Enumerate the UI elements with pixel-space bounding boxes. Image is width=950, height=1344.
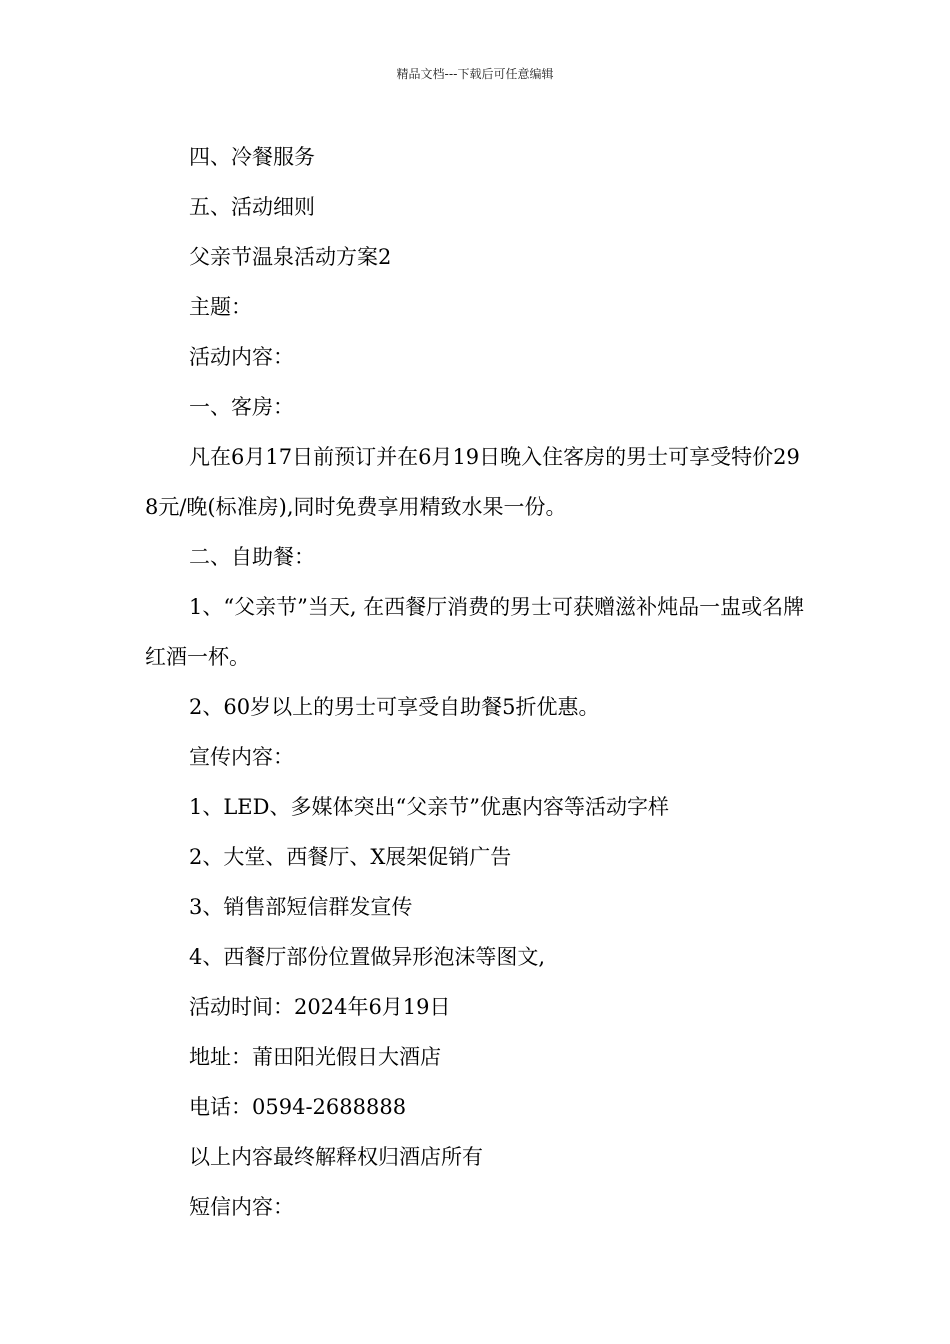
theme-label: 主题： <box>189 295 252 319</box>
activity-time: 活动时间：2024年6月19日 <box>189 995 451 1019</box>
activity-content-label: 活动内容： <box>189 345 294 369</box>
disclaimer: 以上内容最终解释权归酒店所有 <box>189 1145 483 1169</box>
section-heading-cold-buffet: 四、冷餐服务 <box>189 145 315 169</box>
buffet-item-2: 2、60岁以上的男士可享受自助餐5折优惠。 <box>189 695 600 719</box>
phone: 电话：0594-2688888 <box>189 1095 407 1119</box>
sms-content-label: 短信内容： <box>189 1195 294 1219</box>
promotion-item-3: 3、销售部短信群发宣传 <box>189 895 413 919</box>
promotion-item-2: 2、大堂、西餐厅、X展架促销广告 <box>189 845 512 869</box>
document-title: 父亲节温泉活动方案2 <box>189 245 392 269</box>
guest-room-paragraph: 凡在6月17日前预订并在6月19日晚入住客房的男士可享受特价298元/晚(标准房),同时免费享用精致水果一份。 <box>145 445 800 519</box>
promotion-item-4: 4、西餐厅部份位置做异形泡沫等图文, <box>189 945 546 969</box>
page-header: 精品文档---下载后可任意编辑 <box>396 67 554 81</box>
buffet-item-1: 1、“父亲节”当天, 在西餐厅消费的男士可获赠滋补炖品一盅或名牌红酒一杯。 <box>145 595 805 669</box>
promotion-content-label: 宣传内容： <box>189 745 294 769</box>
section-heading-guest-room: 一、客房： <box>189 395 294 419</box>
promotion-item-1: 1、LED、多媒体突出“父亲节”优惠内容等活动字样 <box>189 795 669 819</box>
address: 地址：莆田阳光假日大酒店 <box>189 1045 441 1069</box>
section-heading-buffet: 二、自助餐： <box>189 545 315 569</box>
section-heading-activity-rules: 五、活动细则 <box>189 195 315 219</box>
document-body <box>145 132 807 1232</box>
